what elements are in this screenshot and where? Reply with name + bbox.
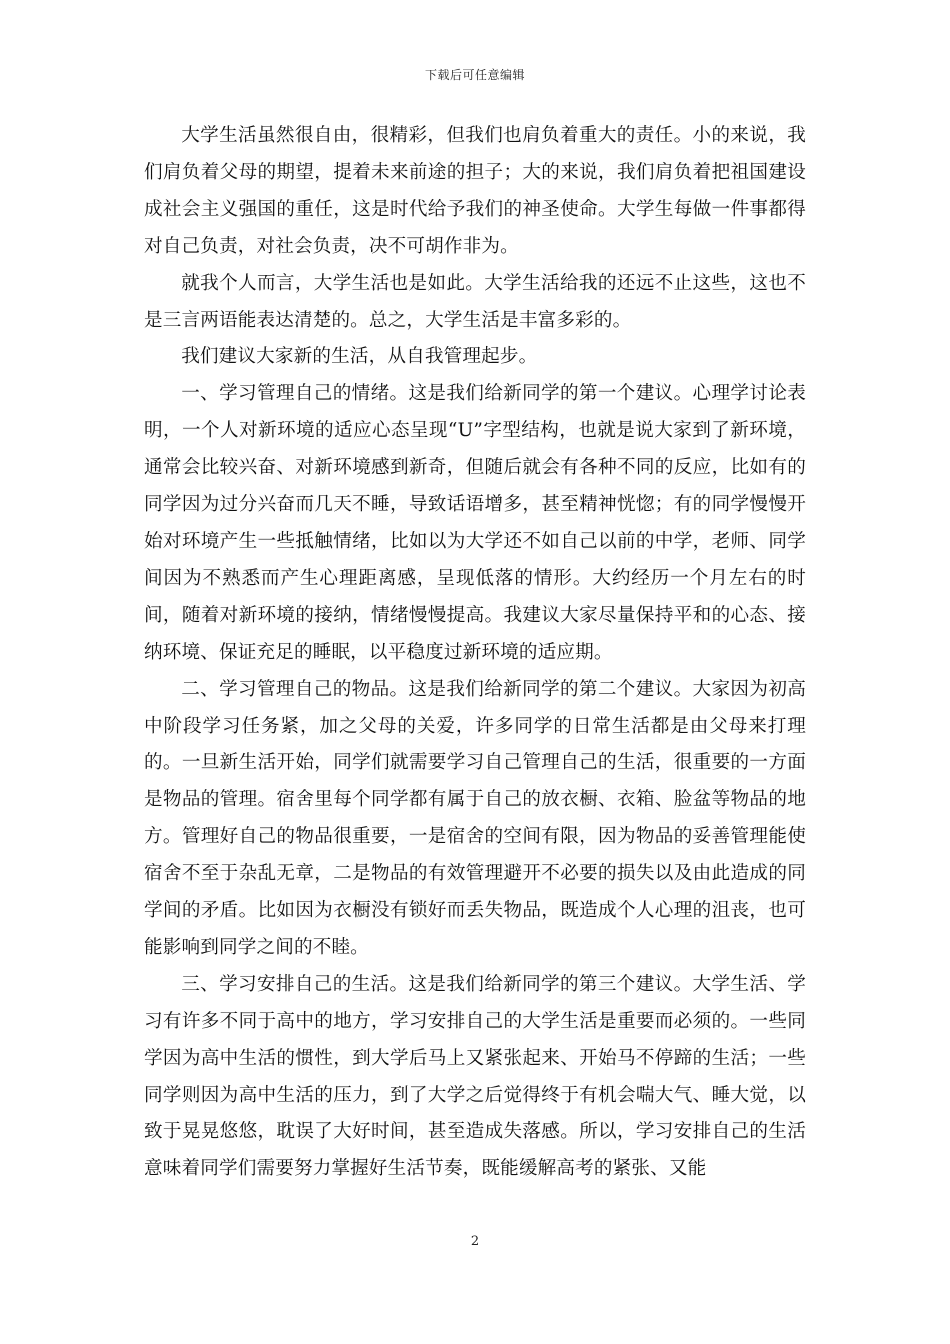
page-number: 2 <box>470 1234 480 1249</box>
page-header: 下载后可任意编辑 <box>424 68 525 82</box>
document-body <box>144 118 806 1188</box>
paragraph-advice-belongings: 二、学习管理自己的物品。这是我们给新同学的第二个建议。大家因为初高中阶段学习任务紧，加之父母的关爱，许多同学的日常生活都是由父母来打理的。一旦新生活开始，同学们就需要学习自己管理自己的生活，很重要的一方面是物品的管理。宿舍里每个同学都有属于自己的放衣橱、衣箱、脸盆等物品的地方。管理好自己的物品很重要，一是宿舍的空间有限，因为物品的妥善管理能使宿舍不至于杂乱无章，二是物品的有效管理避开不必要的损失以及由此造成的同学间的矛盾。比如因为衣橱没有锁好而丢失物品，既造成个人心理的沮丧，也可能影响到同学之间的不睦。 <box>144 678 806 958</box>
paragraph-responsibility: 大学生活虽然很自由，很精彩，但我们也肩负着重大的责任。小的来说，我们肩负着父母的期望，提着未来前途的担子；大的来说，我们肩负着把祖国建设成社会主义强国的重任，这是时代给予我们的神圣使命。大学生每做一件事都得对自己负责，对社会负责，决不可胡作非为。 <box>144 125 806 257</box>
paragraph-advice-emotions: 一、学习管理自己的情绪。这是我们给新同学的第一个建议。心理学讨论表明，一个人对新环境的适应心态呈现“U”字型结构，也就是说大家到了新环境，通常会比较兴奋、对新环境感到新奇，但随后就会有各种不同的反应，比如有的同学因为过分兴奋而几天不睡，导致话语增多，甚至精神恍惚；有的同学慢慢开始对环境产生一些抵触情绪，比如以为大学还不如自己以前的中学，老师、同学间因为不熟悉而产生心理距离感，呈现低落的情形。大约经历一个月左右的时间，随着对新环境的接纳，情绪慢慢提高。我建议大家尽量保持平和的心态、接纳环境、保证充足的睡眠，以平稳度过新环境的适应期。 <box>144 383 806 663</box>
paragraph-self-management: 我们建议大家新的生活，从自我管理起步。 <box>181 346 538 368</box>
paragraph-personal-view: 就我个人而言，大学生活也是如此。大学生活给我的还远不止这些，这也不是三言两语能表达清楚的。总之，大学生活是丰富多彩的。 <box>144 272 806 331</box>
paragraph-advice-schedule: 三、学习安排自己的生活。这是我们给新同学的第三个建议。大学生活、学习有许多不同于高中的地方，学习安排自己的大学生活是重要而必须的。一些同学因为高中生活的惯性，到大学后马上又紧张起来、开始马不停蹄的生活；一些同学则因为高中生活的压力，到了大学之后觉得终于有机会喘大气、睡大觉，以致于晃晃悠悠，耽误了大好时间，甚至造成失落感。所以，学习安排自己的生活意味着同学们需要努力掌握好生活节奏，既能缓解高考的紧张、又能 <box>144 973 806 1180</box>
